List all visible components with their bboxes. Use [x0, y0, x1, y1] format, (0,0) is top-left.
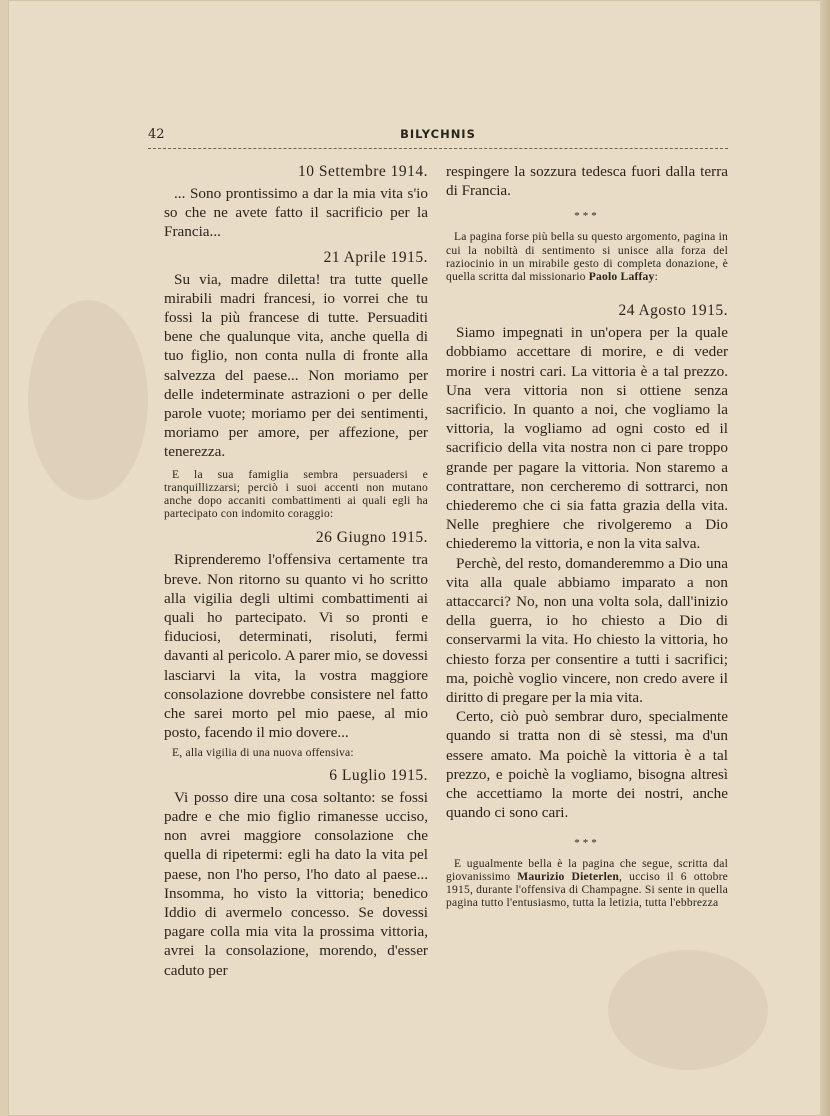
- left-column: [164, 162, 428, 980]
- letter-date: 26 Giugno 1915.: [315, 529, 428, 547]
- letter-date: 24 Agosto 1915.: [618, 302, 728, 320]
- right-column: [446, 162, 728, 917]
- letter-paragraph: Su via, madre diletta! tra tutte quelle mirabili madri francesi, io vorrei che tu fossi la più francese di tutte. Persuaditi bene che qualunque vita, anche quella di tuo figlio, non conta nulla di fronte alla salvezza del paese... Non moriamo per delle indeterminate astrazioni o per delle parole vuote; moriamo per dei sentimenti, moriamo per amore, per affezione, per tenerezza.: [164, 270, 428, 461]
- letter-paragraph: Siamo impegnati in un'opera per la quale dobbiamo accettare di morire, e di veder morire i nostri cari. La vittoria è a tal prezzo. Una vera vittoria non si ottiene senza sacrificio. In quanto a noi, che vogliamo la vittoria, la vogliamo ad ogni costo ed il sacrificio della vita nostra non ci pare troppo grande per pagare la vittoria. Non staremo a contrattare, non cercheremo di sottrarci, non chiederemo che ci sia fatta grazia della vita. Nelle preghiere che rivolgeremo a Dio chiederemo la vittoria, e non la vita salva.: [446, 324, 728, 553]
- section-separator: ***: [574, 836, 600, 849]
- letter-date: 6 Luglio 1915.: [329, 766, 428, 784]
- header-rule: [148, 148, 728, 149]
- paper-stain: [28, 300, 148, 500]
- letter-paragraph: Vi posso dire una cosa soltanto: se fossi padre e che mio figlio rimanesse ucciso, non avrei maggiore consolazione che quella di ripetermi: egli ha dato la vita pel paese, non l'ho perso, l'ho dato al paese... Insomma, ho visto la vittoria; benedico Iddio di avermelo concesso. Se dovessi pagare colla mia vita la prossima vittoria, avrei la consolazione, morendo, d'esser caduto per: [164, 788, 428, 979]
- page-number: 42: [148, 127, 165, 142]
- letter-date: 10 Settembre 1914.: [298, 163, 428, 180]
- running-header: [148, 127, 728, 147]
- letter-paragraph: Certo, ciò può sembrar duro, specialmente quando si tratta non di sè stessi, ma d'un essere amato. Ma poichè la vittoria è a tal prezzo, e poichè la vogliamo, bisogna altresì che accettiamo la morte dei nostri, anche quando ci sono cari.: [446, 708, 728, 822]
- editorial-note: E ugualmente bella è la pagina che segue, scritta dal giovanissimo Maurizio Dieterlen, ucciso il 6 ottobre 1915, durante l'offensiva di Champagne. Si sente in quella pagina tutto l'entusiasmo, tutta la letizia, tutta l'ebbrezza: [446, 856, 729, 910]
- editorial-note: E, alla vigilia di una nuova offensiva:: [172, 746, 354, 760]
- letter-paragraph: Perchè, del resto, domanderemmo a Dio una vita alla quale abbiamo imparato a non attaccarci? No, non una volta sola, dall'inizio della guerra, io ho chiesto a Dio di conservarmi la vita. Ho chiesto la vittoria, ho chiesto forza per consentire a tutti i sacrifici; ma, poichè voglio vincere, non credo avere il diritto di pregare per la mia vita.: [446, 554, 728, 707]
- letter-paragraph: respingere la sozzura tedesca fuori dalla terra di Francia.: [446, 163, 728, 200]
- letter-date: 21 Aprile 1915.: [323, 248, 428, 266]
- letter-paragraph: ... Sono prontissimo a dar la mia vita s'io so che ne avete fatto il sacrificio per la Francia...: [164, 185, 428, 241]
- author-name: Maurizio Dieterlen: [517, 869, 620, 883]
- editorial-note: La pagina forse più bella su questo argomento, pagina in cui la nobiltà di sentimento si unisce alla forza del raziocinio in un mirabile gesto di completa donazione, è quella scritta dal missionario Paolo Laffay:: [446, 230, 728, 284]
- paper-stain: [608, 950, 768, 1070]
- page-left-edge: [0, 0, 8, 1116]
- page-right-edge: [820, 0, 830, 1116]
- letter-paragraph: Riprenderemo l'offensiva certamente tra breve. Non ritorno su quanto vi ho scritto alla vigilia degli ultimi combattimenti ai quali ho partecipato. Vi so pronti e fiduciosi, determinati, risoluti, fermi davanti al pericolo. A parer mio, se dovessi lasciarvi la vita, la vostra maggiore consolazione dovrebbe consistere nel fatto che sarei morto pel mio paese, al mio posto, facendo il mio dovere...: [164, 551, 428, 742]
- editorial-note: E la sua famiglia sembra persuadersi e tranquillizzarsi; perciò i suoi accenti non mutano anche dopo accaniti combattimenti ai quali egli ha partecipato con indomito coraggio:: [164, 467, 428, 521]
- author-name: Paolo Laffay: [588, 270, 655, 284]
- journal-title: BILYCHNIS: [400, 127, 476, 141]
- section-separator: ***: [574, 210, 600, 223]
